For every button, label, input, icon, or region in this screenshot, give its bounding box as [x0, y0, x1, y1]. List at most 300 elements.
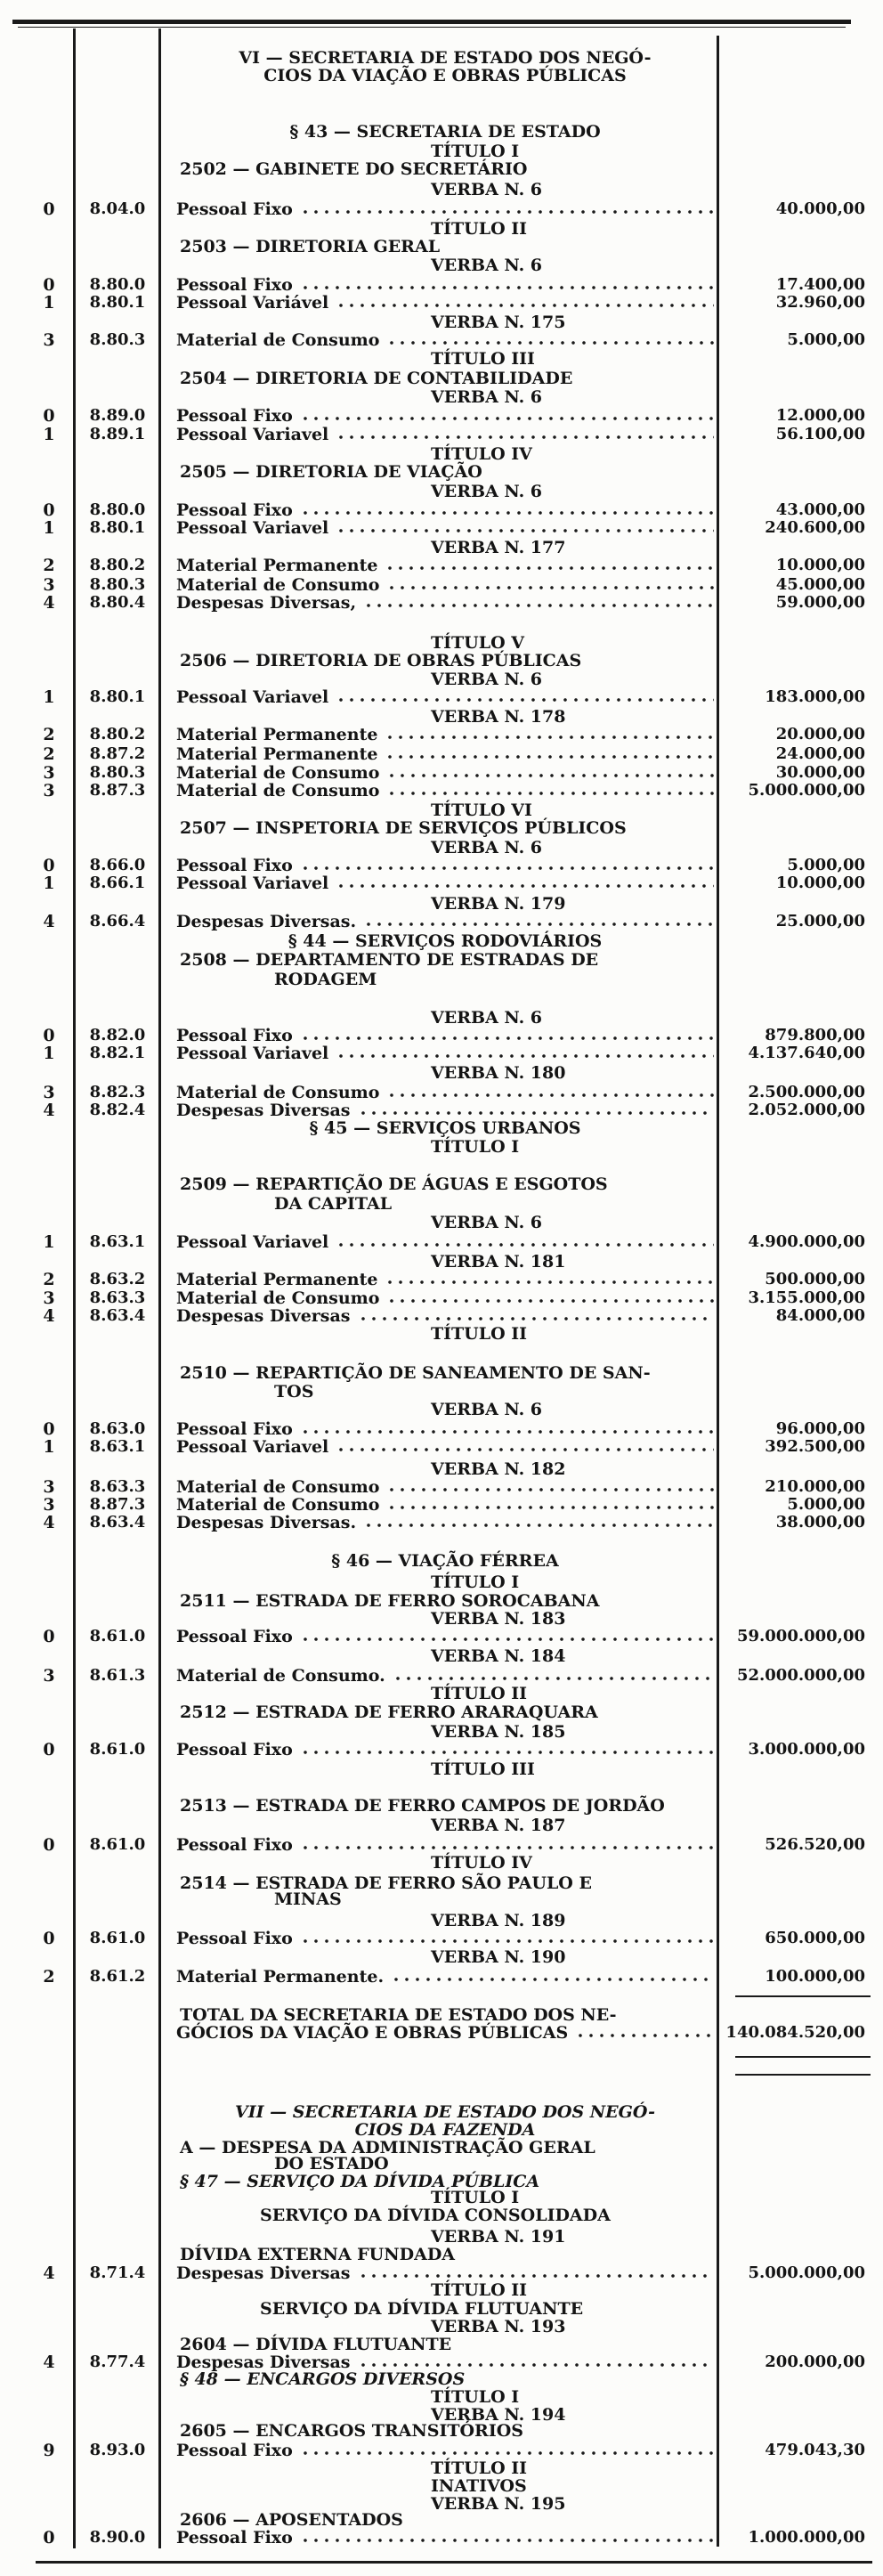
unit-heading: DÍVIDA EXTERNA FUNDADA [180, 2245, 456, 2264]
item-element-digit: 1 [43, 687, 55, 707]
item-element-digit: 3 [43, 330, 55, 350]
item-amount: 479.043,30 [765, 2441, 865, 2459]
item-amount: 32.960,00 [775, 293, 865, 312]
titulo-heading-row [0, 1684, 883, 1703]
titulo-heading-row [0, 1853, 883, 1873]
unit-heading: 2604 — DÍVIDA FLUTUANTE [180, 2335, 452, 2354]
item-code: 8.87.3 [89, 1495, 146, 1514]
budget-item-row [0, 687, 883, 707]
dot-leader [575, 2033, 714, 2038]
budget-item-row [0, 1929, 883, 1948]
budget-item-row [0, 275, 883, 295]
item-code: 8.82.4 [89, 1101, 146, 1119]
section-heading: § 45 — SERVIÇOS URBANOS [309, 1118, 581, 1138]
item-code: 8.61.0 [89, 1740, 146, 1759]
item-description [176, 1232, 714, 1252]
item-label: Pessoal Variavel [176, 1044, 329, 1063]
cont-heading: MINAS [274, 1889, 342, 1909]
verba-heading: VERBA N. 184 [431, 1646, 566, 1666]
item-element-digit: 1 [43, 874, 55, 893]
item-description [176, 1083, 714, 1102]
item-description [176, 763, 714, 783]
unit-heading: 2605 — ENCARGOS TRANSITÓRIOS [180, 2421, 524, 2441]
item-element-digit: 2 [43, 725, 55, 744]
item-label: Material Permanente. [176, 1967, 385, 1987]
verba-heading-row [0, 1816, 883, 1835]
item-amount: 650.000,00 [765, 1929, 865, 1947]
item-code: 8.80.1 [89, 518, 146, 537]
budget-item-row [0, 744, 883, 764]
unit-heading: 2510 — REPARTIÇÃO DE SANEAMENTO DE SAN- [180, 1363, 651, 1383]
item-amount: 5.000,00 [787, 1495, 865, 1514]
item-code: 8.80.0 [89, 275, 146, 294]
item-code: 8.82.3 [89, 1083, 146, 1101]
budget-item-row [0, 293, 883, 313]
item-label: Despesas Diversas, [176, 593, 357, 613]
item-element-digit: 0 [43, 406, 55, 426]
item-element-digit: 1 [43, 518, 55, 538]
item-code: 8.80.1 [89, 687, 146, 706]
dot-leader [300, 1637, 714, 1642]
item-code: 8.80.3 [89, 330, 146, 349]
item-amount: 25.000,00 [775, 912, 865, 930]
item-label: Material de Consumo [176, 1495, 380, 1515]
dot-leader [300, 1938, 714, 1944]
unit-heading-row [0, 950, 883, 970]
item-element-digit: 3 [43, 1495, 55, 1515]
item-element-digit: 3 [43, 1666, 55, 1686]
item-label: Pessoal Variavel [176, 425, 329, 444]
item-element-digit: 0 [43, 2528, 55, 2548]
item-element-digit: 0 [43, 199, 55, 219]
item-description [176, 1288, 714, 1308]
item-label: Pessoal Variavel [176, 1437, 329, 1457]
item-code: 8.89.1 [89, 425, 146, 443]
verba-heading-row [0, 313, 883, 332]
verba-heading-row [0, 838, 883, 857]
verba-heading: VERBA N. 179 [431, 894, 566, 914]
item-label: Despesas Diversas. [176, 912, 357, 931]
titulo-heading-row [0, 2280, 883, 2300]
section-heading-row [0, 931, 883, 951]
budget-item-row [0, 725, 883, 744]
dot-leader [386, 1505, 714, 1510]
titulo-heading-row [0, 1572, 883, 1592]
item-description [176, 1666, 714, 1686]
item-code: 8.63.2 [89, 1270, 146, 1288]
section-heading: § 46 — VIAÇÃO FÉRREA [331, 1551, 559, 1571]
unit-heading: A — DESPESA DA ADMINISTRAÇÃO GERAL [180, 2138, 595, 2158]
item-description [176, 2023, 714, 2043]
verba-heading: VERBA N. 6 [431, 1400, 543, 1419]
section-heading-row [0, 1551, 883, 1571]
unit-heading: 2512 — ESTRADA DE FERRO ARARAQUARA [180, 1702, 598, 1722]
item-code: 8.80.2 [89, 556, 146, 574]
subtitle-heading: SERVIÇO DA DÍVIDA CONSOLIDADA [260, 2206, 611, 2225]
dot-leader [358, 2362, 715, 2368]
titulo-heading: TÍTULO I [431, 2188, 520, 2207]
item-code: 8.93.0 [89, 2441, 146, 2459]
budget-item-row [0, 1740, 883, 1759]
verba-heading-row [0, 180, 883, 199]
cont-heading-row [0, 2154, 883, 2174]
titulo-heading: TÍTULO II [431, 1684, 528, 1703]
item-code: 8.90.0 [89, 2528, 146, 2547]
unit-italic-heading: § 47 — SERVIÇO DA DÍVIDA PÚBLICA [180, 2172, 540, 2191]
item-code: 8.61.0 [89, 1929, 146, 1947]
verba-heading: VERBA N. 6 [431, 482, 543, 501]
verba-heading-row [0, 1252, 883, 1272]
item-label: Pessoal Fixo [176, 500, 293, 520]
dot-leader [391, 1977, 714, 1982]
item-description [176, 1270, 714, 1289]
item-code: 8.63.3 [89, 1288, 146, 1307]
item-label: Pessoal Fixo [176, 2441, 293, 2460]
item-amount: 5.000,00 [787, 856, 865, 874]
item-code: 8.80.1 [89, 293, 146, 312]
verba-heading-row [0, 1609, 883, 1629]
item-element-digit: 2 [43, 556, 55, 575]
unit-heading: 2506 — DIRETORIA DE OBRAS PÚBLICAS [180, 651, 582, 670]
subtotal-rule [735, 1995, 871, 1997]
item-label: Material de Consumo [176, 763, 380, 783]
item-label: Pessoal Fixo [176, 1419, 293, 1439]
unit-heading-row [0, 651, 883, 670]
budget-item-row [0, 1666, 883, 1686]
item-label: Pessoal Variavel [176, 874, 329, 893]
titulo-heading: TÍTULO I [431, 142, 520, 161]
verba-heading-row [0, 1911, 883, 1930]
dot-leader [386, 773, 714, 778]
titulo-heading-row [0, 1759, 883, 1779]
item-element-digit: 0 [43, 1627, 55, 1646]
verba-heading-row [0, 1008, 883, 1028]
item-code: 8.80.2 [89, 725, 146, 744]
dot-leader [358, 1110, 715, 1116]
item-amount: 12.000,00 [775, 406, 865, 425]
budget-item-row [0, 500, 883, 520]
budget-item-row [0, 1044, 883, 1063]
budget-item-row [0, 912, 883, 931]
verba-heading-row [0, 482, 883, 501]
item-label: Pessoal Variavel [176, 1232, 329, 1252]
item-description [176, 1495, 714, 1515]
item-description [176, 856, 714, 875]
budget-item-row [0, 556, 883, 575]
dot-leader [336, 435, 714, 440]
verba-heading-row [0, 670, 883, 689]
unit-heading-row [0, 2335, 883, 2354]
unit-heading-row [0, 1796, 883, 1816]
budget-item-row [0, 1627, 883, 1646]
item-description [176, 725, 714, 744]
verba-heading: VERBA N. 193 [431, 2317, 566, 2336]
item-code: 8.63.1 [89, 1232, 146, 1251]
dot-leader [386, 1487, 714, 1492]
top-rule-thin [18, 27, 846, 28]
item-code: 8.80.3 [89, 575, 146, 594]
verba-heading-row [0, 538, 883, 557]
titulo-heading: TÍTULO V [431, 633, 525, 653]
item-label: Pessoal Variável [176, 293, 329, 313]
verba-heading: VERBA N. 183 [431, 1609, 566, 1629]
item-amount: 100.000,00 [765, 1967, 865, 1986]
verba-heading: VERBA N. 185 [431, 1722, 566, 1742]
verba-heading-row [0, 1063, 883, 1083]
item-code: 8.80.0 [89, 500, 146, 519]
item-description [176, 744, 714, 764]
titulo-heading: TÍTULO III [431, 1759, 535, 1779]
verba-heading: VERBA N. 180 [431, 1063, 566, 1083]
item-label: Pessoal Variavel [176, 687, 329, 707]
item-label: Pessoal Fixo [176, 1835, 293, 1855]
item-label: Pessoal Fixo [176, 1740, 293, 1759]
dot-leader [300, 416, 714, 421]
titulo-heading: TÍTULO I [431, 2387, 520, 2407]
item-code: 8.61.3 [89, 1666, 146, 1685]
item-label: Despesas Diversas [176, 2263, 351, 2283]
budget-item-row [0, 575, 883, 595]
item-label: Pessoal Variavel [176, 518, 329, 538]
unit-heading: 2513 — ESTRADA DE FERRO CAMPOS DE JORDÃO [180, 1796, 665, 1816]
item-element-digit: 0 [43, 1026, 55, 1045]
item-amount: 30.000,00 [775, 763, 865, 782]
item-amount: 3.000.000,00 [748, 1740, 865, 1759]
unit-heading-row [0, 369, 883, 388]
budget-item-row [0, 2528, 883, 2548]
unit-heading-row [0, 2245, 883, 2264]
item-description [176, 781, 714, 800]
item-amount: 2.500.000,00 [748, 1083, 865, 1101]
item-label: Material de Consumo. [176, 1666, 385, 1686]
item-amount: 5.000.000,00 [748, 781, 865, 800]
verba-heading: VERBA N. 187 [431, 1816, 566, 1835]
item-label: Pessoal Fixo [176, 2528, 293, 2548]
unit-heading-row [0, 462, 883, 482]
item-element-digit: 0 [43, 856, 55, 875]
titulo-heading: TÍTULO II [431, 1324, 528, 1344]
item-amount: 10.000,00 [775, 874, 865, 892]
item-amount: 43.000,00 [775, 500, 865, 519]
budget-item-row [0, 1835, 883, 1855]
item-description [176, 518, 714, 538]
budget-item-row [0, 1232, 883, 1252]
total-double-rule-upper [735, 2056, 871, 2058]
titulo-heading-row [0, 349, 883, 369]
section-heading-row [0, 122, 883, 142]
unit-italic-heading: § 48 — ENCARGOS DIVERSOS [180, 2369, 466, 2389]
item-label: Pessoal Fixo [176, 1026, 293, 1045]
section-heading-row [0, 1118, 883, 1138]
item-label: Despesas Diversas [176, 1101, 351, 1120]
dot-leader [300, 2538, 714, 2543]
item-element-digit: 4 [43, 912, 55, 931]
subtitle-heading-row [0, 2299, 883, 2319]
verba-heading: VERBA N. 177 [431, 538, 566, 557]
item-description [176, 556, 714, 575]
item-description [176, 1513, 714, 1532]
item-element-digit: 3 [43, 763, 55, 783]
cont-heading-row [0, 1889, 883, 1909]
item-description [176, 593, 714, 613]
dot-leader [385, 1280, 714, 1285]
dot-leader [386, 1093, 714, 1098]
subtitle-heading-row [0, 2206, 883, 2225]
dot-leader [300, 285, 714, 290]
item-element-digit: 4 [43, 2263, 55, 2283]
item-amount: 59.000,00 [775, 593, 865, 612]
item-label: Material de Consumo [176, 1288, 380, 1308]
item-amount: 240.600,00 [765, 518, 865, 537]
dot-leader [336, 1242, 714, 1247]
budget-item-row [0, 1419, 883, 1439]
item-code: 8.63.3 [89, 1477, 146, 1496]
item-label: Material de Consumo [176, 575, 380, 595]
dot-leader [358, 1316, 715, 1321]
item-code: 8.77.4 [89, 2353, 146, 2371]
dot-leader [363, 922, 714, 927]
budget-item-row [0, 518, 883, 538]
item-element-digit: 0 [43, 500, 55, 520]
titulo-heading: TÍTULO IV [431, 444, 532, 464]
verba-heading-row [0, 1947, 883, 1967]
verba-heading: VERBA N. 6 [431, 387, 543, 407]
item-amount: 10.000,00 [775, 556, 865, 574]
dot-leader [386, 791, 714, 796]
item-label: Despesas Diversas. [176, 1513, 357, 1532]
titulo-heading-row [0, 800, 883, 820]
titulo-heading: TÍTULO II [431, 2458, 528, 2478]
budget-item-row [0, 763, 883, 783]
item-code: 8.61.0 [89, 1627, 146, 1646]
item-description [176, 1835, 714, 1855]
verba-heading-row [0, 2317, 883, 2336]
item-amount: 40.000,00 [775, 199, 865, 218]
unit-heading-row [0, 159, 883, 179]
unit-heading: 2514 — ESTRADA DE FERRO SÃO PAULO E [180, 1873, 592, 1893]
item-code: 8.87.3 [89, 781, 146, 800]
bottom-rule [36, 2561, 872, 2564]
section-heading: § 43 — SECRETARIA DE ESTADO [289, 122, 601, 142]
titulo-heading: TÍTULO II [431, 2280, 528, 2300]
item-amount: 526.520,00 [765, 1835, 865, 1854]
item-description [176, 575, 714, 595]
item-description [176, 1967, 714, 1987]
subtitle-heading: SERVIÇO DA DÍVIDA FLUTUANTE [260, 2299, 584, 2319]
item-code: 8.82.0 [89, 1026, 146, 1044]
item-element-digit: 1 [43, 425, 55, 444]
titulo-heading: TÍTULO III [431, 349, 535, 369]
verba-heading-row [0, 256, 883, 275]
section-heading: § 44 — SERVIÇOS RODOVIÁRIOS [288, 931, 603, 951]
budget-item-row [0, 2441, 883, 2460]
verba-heading-row [0, 894, 883, 914]
item-amount: 56.100,00 [775, 425, 865, 443]
item-code: 8.61.2 [89, 1967, 146, 1986]
item-description [176, 1101, 714, 1120]
budget-item-row [0, 874, 883, 893]
item-code: 8.87.2 [89, 744, 146, 763]
item-element-digit: 1 [43, 1232, 55, 1252]
heading-heading: VI — SECRETARIA DE ESTADO DOS NEGÓ- [239, 48, 652, 68]
item-amount: 96.000,00 [775, 1419, 865, 1438]
heading-heading-row [0, 66, 883, 85]
verba-heading: VERBA N. 6 [431, 180, 543, 199]
item-description [176, 1627, 714, 1646]
heading-italic-heading: VII — SECRETARIA DE ESTADO DOS NEGÓ- [234, 2102, 656, 2122]
item-amount: 20.000,00 [775, 725, 865, 744]
item-element-digit: 4 [43, 1513, 55, 1532]
item-code: 8.66.4 [89, 912, 146, 930]
dot-leader [386, 1298, 714, 1304]
verba-heading-row [0, 1400, 883, 1419]
item-description [176, 2528, 714, 2548]
unit-heading-row [0, 818, 883, 838]
budget-item-row [0, 199, 883, 219]
verba-heading: VERBA N. 175 [431, 313, 566, 332]
verba-heading: VERBA N. 6 [431, 1008, 543, 1028]
titulo-heading-row [0, 1137, 883, 1157]
dot-leader [336, 697, 714, 703]
item-amount: 392.500,00 [765, 1437, 865, 1456]
item-description [176, 874, 714, 893]
item-element-digit: 1 [43, 1044, 55, 1063]
item-description [176, 2441, 714, 2460]
dot-leader [363, 1523, 714, 1528]
item-element-digit: 4 [43, 1101, 55, 1120]
item-element-digit: 3 [43, 1477, 55, 1497]
titulo-heading-row [0, 633, 883, 653]
cont-heading-row [0, 1194, 883, 1214]
dot-leader [393, 1676, 714, 1681]
unit-heading: TOTAL DA SECRETARIA DE ESTADO DOS NE- [180, 2005, 617, 2025]
heading-italic-heading-row [0, 2102, 883, 2122]
dot-leader [336, 883, 714, 889]
dot-leader [300, 1845, 714, 1850]
item-element-digit: 3 [43, 1083, 55, 1102]
cont-heading: DO ESTADO [274, 2154, 389, 2174]
budget-item-row [0, 1288, 883, 1308]
verba-heading-row [0, 1459, 883, 1479]
unit-heading: 2504 — DIRETORIA DE CONTABILIDADE [180, 369, 573, 388]
item-amount: 24.000,00 [775, 744, 865, 763]
cont-heading: TOS [274, 1382, 314, 1402]
dot-leader [336, 303, 714, 308]
unit-heading: 2606 — APOSENTADOS [180, 2510, 403, 2530]
dot-leader [336, 1053, 714, 1059]
dot-leader [336, 528, 714, 533]
item-label: Material Permanente [176, 744, 378, 764]
titulo-heading: TÍTULO I [431, 1137, 520, 1157]
cont-heading: RODAGEM [274, 970, 377, 989]
unit-heading: 2507 — INSPETORIA DE SERVIÇOS PÚBLICOS [180, 818, 627, 838]
unit-heading-row [0, 1591, 883, 1611]
item-code: 8.61.0 [89, 1835, 146, 1854]
item-amount: 2.052.000,00 [748, 1101, 865, 1119]
verba-heading: VERBA N. 189 [431, 1911, 566, 1930]
verba-heading-row [0, 707, 883, 727]
item-label: Material Permanente [176, 556, 378, 575]
item-code: 8.66.1 [89, 874, 146, 892]
verba-heading-row [0, 1722, 883, 1742]
item-amount: 52.000.000,00 [736, 1666, 865, 1685]
verba-heading: VERBA N. 182 [431, 1459, 566, 1479]
item-code: 8.66.0 [89, 856, 146, 874]
item-description [176, 293, 714, 313]
item-element-digit: 2 [43, 1967, 55, 1987]
unit-heading-row [0, 2510, 883, 2530]
item-code: 8.63.0 [89, 1419, 146, 1438]
